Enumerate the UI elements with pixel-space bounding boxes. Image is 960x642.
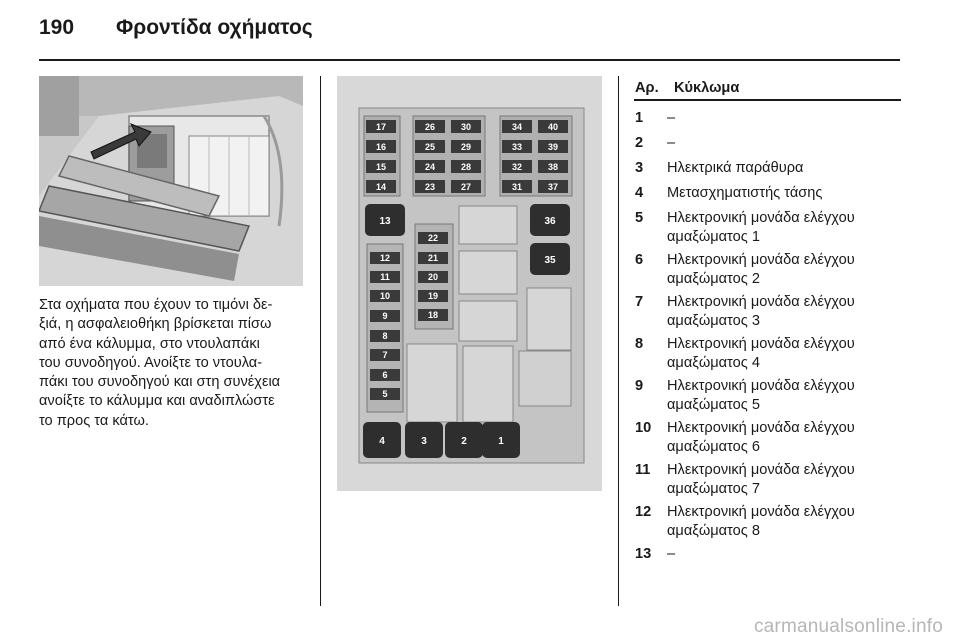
svg-text:31: 31	[511, 182, 523, 192]
instruction-text: Στα οχήματα που έχουν το τιμόνι δε- ξιά, η ασφαλειοθήκη βρίσκεται πίσω από ένα κάλυμμα, στο ντουλαπάκι του συνοδηγού. Ανοίξτε το ντουλα- πάκι του συνοδηγού και στη συνέχεια ανοίξτε το κάλυμμα και αναδιπλώστε το προς τα κάτω.	[39, 297, 281, 429]
table-row	[634, 503, 901, 540]
table-row	[634, 545, 901, 565]
circuit-description: –	[667, 135, 676, 151]
svg-text:30: 30	[460, 122, 472, 132]
circuit-description: Ηλεκτρικά παράθυρα	[667, 160, 804, 176]
header-rule	[39, 59, 900, 61]
circuit-number: 5	[635, 210, 644, 226]
fuse-34	[502, 120, 532, 133]
svg-text:10: 10	[379, 291, 391, 301]
table-row	[634, 251, 901, 288]
circuit-number: 1	[635, 110, 644, 126]
svg-text:8: 8	[382, 331, 388, 341]
circuit-number: 9	[635, 378, 644, 394]
svg-text:24: 24	[424, 162, 436, 172]
svg-text:36: 36	[544, 216, 556, 227]
fuse-29	[451, 140, 481, 153]
fuse-12	[370, 252, 400, 264]
fuse-10	[370, 290, 400, 302]
svg-text:1: 1	[498, 436, 504, 447]
svg-text:35: 35	[544, 255, 556, 266]
svg-text:11: 11	[380, 272, 390, 282]
svg-text:23: 23	[424, 182, 436, 192]
fuse-39	[538, 140, 568, 153]
svg-text:18: 18	[427, 310, 439, 320]
svg-text:39: 39	[547, 142, 559, 152]
circuit-number: 3	[635, 160, 644, 176]
fuse-5	[370, 388, 400, 400]
column-divider-right	[618, 76, 619, 606]
relay-13	[365, 204, 405, 236]
fuse-11	[370, 271, 400, 283]
fuse-17	[366, 120, 396, 133]
fuse-23	[415, 180, 445, 193]
circuit-description: Ηλεκτρονική μονάδα ελέγχου αμαξώματος 3	[667, 294, 855, 329]
table-row	[634, 209, 901, 246]
column-divider-left	[320, 76, 321, 606]
svg-text:7: 7	[382, 350, 388, 360]
svg-text:26: 26	[424, 122, 436, 132]
fuse-31	[502, 180, 532, 193]
fuse-38	[538, 160, 568, 173]
svg-text:14: 14	[375, 182, 387, 192]
page-number: 190	[39, 16, 75, 39]
fuse-24	[415, 160, 445, 173]
circuit-number: 8	[635, 336, 644, 352]
svg-text:12: 12	[379, 253, 391, 263]
svg-text:32: 32	[511, 162, 523, 172]
svg-text:5: 5	[382, 389, 388, 399]
svg-text:40: 40	[547, 122, 559, 132]
fuse-37	[538, 180, 568, 193]
circuit-description: Ηλεκτρονική μονάδα ελέγχου αμαξώματος 5	[667, 378, 855, 413]
fuse-8	[370, 330, 400, 342]
table-row	[634, 293, 901, 330]
circuit-description: Ηλεκτρονική μονάδα ελέγχου αμαξώματος 8	[667, 504, 855, 539]
fuse-7	[370, 349, 400, 361]
svg-text:19: 19	[427, 291, 439, 301]
circuit-description: Ηλεκτρονική μονάδα ελέγχου αμαξώματος 7	[667, 462, 855, 497]
fuse-20	[418, 271, 448, 283]
relay-2	[445, 422, 483, 458]
svg-text:29: 29	[460, 142, 472, 152]
fuse-25	[415, 140, 445, 153]
svg-text:13: 13	[379, 216, 391, 227]
relay-35	[530, 243, 570, 275]
page-header	[0, 0, 960, 62]
fuse-40	[538, 120, 568, 133]
svg-text:2: 2	[461, 436, 467, 447]
svg-text:17: 17	[375, 122, 387, 132]
table-row	[634, 377, 901, 414]
svg-text:3: 3	[421, 436, 427, 447]
svg-text:9: 9	[382, 311, 388, 321]
circuit-number: 6	[635, 252, 644, 268]
svg-text:6: 6	[382, 370, 388, 380]
relay-1	[482, 422, 520, 458]
svg-text:28: 28	[460, 162, 472, 172]
table-row	[634, 159, 901, 179]
circuit-description: –	[667, 110, 676, 126]
fuse-30	[451, 120, 481, 133]
svg-text:38: 38	[547, 162, 559, 172]
fuse-14	[366, 180, 396, 193]
relay-3	[405, 422, 443, 458]
fuse-6	[370, 369, 400, 381]
fuse-33	[502, 140, 532, 153]
circuit-number: 2	[635, 135, 644, 151]
fuse-9	[370, 310, 400, 322]
fuse-16	[366, 140, 396, 153]
svg-text:34: 34	[511, 122, 523, 132]
circuit-number: 4	[635, 185, 644, 201]
header-number: Αρ.	[635, 80, 659, 96]
table-row	[634, 109, 901, 129]
svg-text:20: 20	[427, 272, 439, 282]
svg-text:4: 4	[379, 436, 385, 447]
table-row	[634, 134, 901, 154]
fuse-box-diagram	[337, 76, 602, 491]
circuit-description: Μετασχηματιστής τάσης	[667, 185, 823, 201]
svg-text:25: 25	[424, 142, 436, 152]
watermark: carmanualsonline.info	[753, 616, 943, 637]
circuit-description: Ηλεκτρονική μονάδα ελέγχου αμαξώματος 2	[667, 252, 855, 287]
fuse-32	[502, 160, 532, 173]
circuit-description: Ηλεκτρονική μονάδα ελέγχου αμαξώματος 4	[667, 336, 855, 371]
svg-text:22: 22	[427, 233, 439, 243]
fuse-21	[418, 252, 448, 264]
table-row	[634, 461, 901, 498]
fuse-22	[418, 232, 448, 244]
circuit-number: 12	[635, 504, 652, 520]
fuse-28	[451, 160, 481, 173]
circuit-description: Ηλεκτρονική μονάδα ελέγχου αμαξώματος 1	[667, 210, 855, 245]
page-title: Φροντίδα οχήματος	[116, 16, 313, 39]
fuse-15	[366, 160, 396, 173]
table-row	[634, 184, 901, 204]
svg-text:33: 33	[511, 142, 523, 152]
circuit-description: –	[667, 546, 676, 562]
svg-text:16: 16	[375, 142, 387, 152]
svg-text:27: 27	[460, 182, 472, 192]
circuit-number: 13	[635, 546, 652, 562]
relay-4	[363, 422, 401, 458]
fuse-27	[451, 180, 481, 193]
table-row	[634, 419, 901, 456]
circuit-number: 7	[635, 294, 644, 310]
relay-36	[530, 204, 570, 236]
svg-text:37: 37	[547, 182, 559, 192]
glovebox-illustration	[39, 76, 303, 286]
header-circuit: Κύκλωμα	[674, 80, 740, 96]
fuse-26	[415, 120, 445, 133]
circuit-description: Ηλεκτρονική μονάδα ελέγχου αμαξώματος 6	[667, 420, 855, 455]
table-header	[634, 80, 901, 101]
fuse-18	[418, 309, 448, 321]
table-row	[634, 335, 901, 372]
svg-text:21: 21	[427, 253, 439, 263]
circuit-number: 11	[635, 462, 651, 478]
circuit-number: 10	[635, 420, 652, 436]
svg-text:15: 15	[375, 162, 387, 172]
circuit-table	[634, 80, 901, 565]
fuse-19	[418, 290, 448, 302]
